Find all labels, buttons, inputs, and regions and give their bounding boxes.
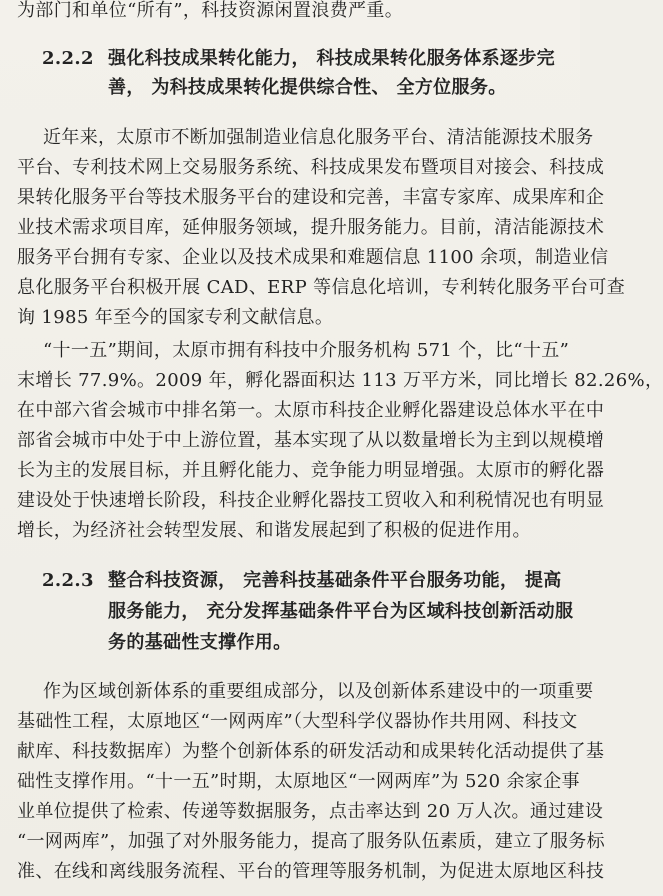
section-2-2-2-title-line-1: 强化科技成果转化能力， 科技成果转化服务体系逐步完 <box>108 48 556 69</box>
paragraph-2-line-3: 在中部六省会城市中排名第一。太原市科技企业孵化器建设总体水平在中 <box>17 400 605 421</box>
section-2-2-3-title-line-3: 务的基础性支撑作用。 <box>108 632 292 653</box>
section-2-2-3-title-line-1: 整合科技资源， 完善科技基础条件平台服务功能， 提高 <box>108 570 562 591</box>
paragraph-2-line-7: 增长，为经济社会转型发展、和谐发展起到了积极的促进作用。 <box>17 520 531 541</box>
paragraph-1-line-5: 服务平台拥有专家、企业以及技术成果和难题信息 1100 余项，制造业信 <box>17 247 609 268</box>
paragraph-3-line-4: 础性支撑作用。“十一五”时期，太原地区“一网两库”为 520 余家企事 <box>17 771 580 792</box>
section-2-2-3-title-line-2: 服务能力， 充分发挥基础条件平台为区域科技创新活动服 <box>108 601 574 622</box>
paragraph-1-line-7: 询 1985 年至今的国家专利文献信息。 <box>17 307 334 328</box>
paragraph-3-line-5: 业单位提供了检索、传递等数据服务，点击率达到 20 万人次。通过建设 <box>17 801 604 822</box>
paragraph-1-line-3: 果转化服务平台等技术服务平台的建设和完善，丰富专家库、成果库和企 <box>17 187 605 208</box>
paragraph-2-line-6: 建设处于快速增长阶段，科技企业孵化器技工贸收入和利税情况也有明显 <box>17 490 605 511</box>
paragraph-2-line-5: 长为主的发展目标，并且孵化能力、竞争能力明显增强。太原市的孵化器 <box>17 460 605 481</box>
paragraph-1-line-6: 息化服务平台积极开展 CAD、ERP 等信息化培训，专利转化服务平台可查 <box>17 277 626 298</box>
section-2-2-2-number: 2.2.2 <box>42 48 94 69</box>
section-2-2-3-number: 2.2.3 <box>42 570 94 591</box>
paragraph-3-line-2: 基础性工程，太原地区“一网两库”（大型科学仪器协作共用网、科技文 <box>17 711 578 732</box>
paragraph-3-line-7: 准、在线和离线服务流程、平台的管理等服务机制，为促进太原地区科技 <box>17 861 605 882</box>
paragraph-1-line-1: 近年来，太原市不断加强制造业信息化服务平台、清洁能源技术服务 <box>43 127 594 148</box>
section-2-2-2-title-line-2: 善， 为科技成果转化提供综合性、 全方位服务。 <box>108 77 507 98</box>
paragraph-2-line-4: 部省会城市中处于中上游位置，基本实现了从以数量增长为主到以规模增 <box>17 430 605 451</box>
paragraph-3-line-3: 献库、科技数据库）为整个创新体系的研发活动和成果转化活动提供了基 <box>17 741 605 762</box>
top-line: 为部门和单位“所有”，科技资源闲置浪费严重。 <box>17 0 404 21</box>
paragraph-2-line-1: “十一五”期间，太原市拥有科技中介服务机构 571 个，比“十五” <box>43 340 570 361</box>
paragraph-1-line-2: 平台、专利技术网上交易服务系统、科技成果发布暨项目对接会、科技成 <box>17 157 605 178</box>
paragraph-3-line-6: “一网两库”，加强了对外服务能力，提高了服务队伍素质，建立了服务标 <box>17 831 605 852</box>
paragraph-2-line-2: 末增长 77.9%。2009 年，孵化器面积达 113 万平方米，同比增长 82.26%， <box>17 370 663 391</box>
paragraph-1-line-4: 业技术需求项目库，延伸服务领域，提升服务能力。目前，清洁能源技术 <box>17 217 605 238</box>
paragraph-3-line-1: 作为区域创新体系的重要组成部分，以及创新体系建设中的一项重要 <box>43 681 594 702</box>
